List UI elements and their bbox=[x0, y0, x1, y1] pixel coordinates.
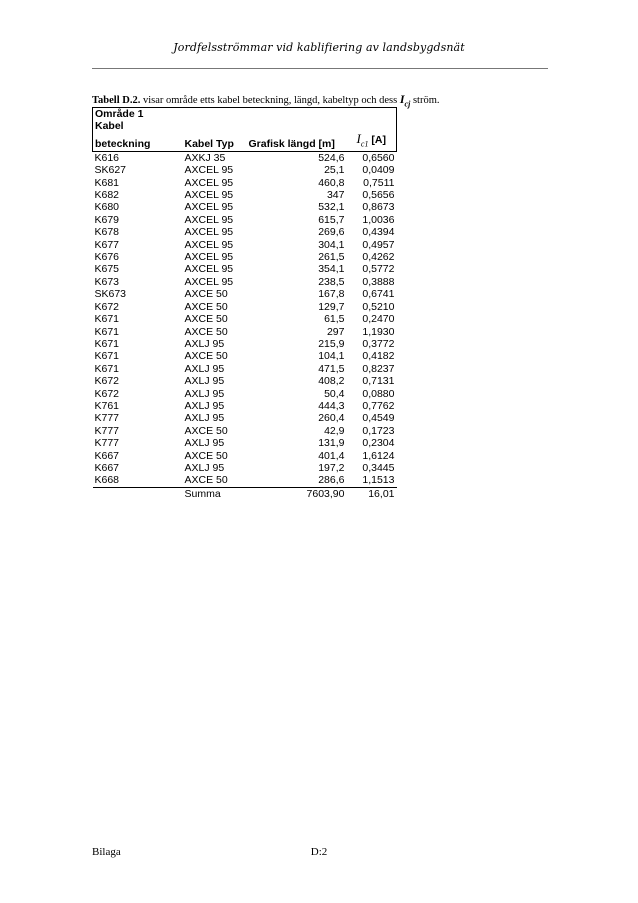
cell-beteckning: K668 bbox=[93, 474, 183, 487]
caption-text: visar område etts kabel beteckning, längd, kabeltyp och dess bbox=[140, 95, 400, 106]
table-row bbox=[93, 437, 397, 449]
cell-strom: 1,6124 bbox=[362, 449, 395, 462]
cell-strom: 0,0880 bbox=[362, 387, 395, 400]
caption-label: Tabell D.2. bbox=[92, 95, 141, 106]
cell-beteckning: K672 bbox=[94, 300, 120, 313]
cell-langd: 524,6 bbox=[318, 151, 345, 164]
cell-langd: 615,7 bbox=[318, 213, 345, 226]
table-row bbox=[93, 189, 397, 201]
table-row bbox=[93, 276, 397, 288]
cell-langd: 131,9 bbox=[318, 437, 345, 450]
cell-langd: 460,8 bbox=[318, 176, 345, 189]
table-row bbox=[93, 425, 397, 437]
cell-strom: 0,5656 bbox=[362, 189, 395, 202]
footer-page-number: D:2 bbox=[310, 846, 328, 858]
cell-beteckning: K671 bbox=[94, 350, 120, 363]
cell-kabeltyp: AXCEL 95 bbox=[184, 213, 234, 226]
header-row-1 bbox=[93, 120, 397, 132]
cell-strom: 0,7511 bbox=[363, 176, 395, 189]
cell-langd: 354,1 bbox=[318, 263, 345, 276]
cell-strom: 0,1723 bbox=[362, 424, 395, 437]
cell-beteckning: K616 bbox=[94, 151, 120, 164]
cell-beteckning: K777 bbox=[94, 424, 120, 437]
table-row bbox=[93, 400, 397, 412]
cell-strom: 0,4262 bbox=[362, 251, 395, 264]
table-row bbox=[93, 313, 397, 325]
summary-label: Summa bbox=[184, 487, 221, 500]
cable-table bbox=[92, 107, 397, 500]
cell-strom: 0,7131 bbox=[362, 375, 395, 388]
table-row bbox=[93, 263, 397, 275]
table-row bbox=[93, 412, 397, 424]
cell-strom: 0,5772 bbox=[362, 263, 395, 276]
cell-langd: 215,9 bbox=[318, 337, 345, 350]
table-row bbox=[93, 350, 397, 362]
table-row bbox=[93, 474, 397, 487]
area-label: Område 1 bbox=[93, 108, 183, 121]
cell-strom: 0,3888 bbox=[362, 275, 395, 288]
cell-strom: 0,6741 bbox=[362, 288, 395, 301]
cell-langd: 238,5 bbox=[318, 275, 345, 288]
cell-langd: 42,9 bbox=[324, 424, 345, 437]
cell-beteckning: K673 bbox=[94, 275, 120, 288]
table-row bbox=[93, 375, 397, 387]
cell-langd: 347 bbox=[326, 189, 345, 202]
caption-symbol bbox=[399, 92, 411, 109]
table-row bbox=[93, 151, 397, 164]
cell-strom: 1,1513 bbox=[347, 474, 397, 487]
cell-langd: 444,3 bbox=[318, 399, 345, 412]
cell-strom: 0,3772 bbox=[362, 337, 395, 350]
cell-langd: 260,4 bbox=[318, 412, 345, 425]
cell-langd: 532,1 bbox=[318, 201, 345, 214]
cell-kabeltyp: AXLJ 95 bbox=[184, 375, 225, 388]
cell-strom: 0,6560 bbox=[362, 151, 395, 164]
summary-length: 7603,90 bbox=[306, 487, 345, 500]
summary-row bbox=[93, 487, 397, 500]
cell-kabeltyp: AXCE 50 bbox=[184, 288, 228, 301]
header-row-2 bbox=[93, 133, 397, 152]
col4-symbol: $I_{c1}$ bbox=[356, 130, 369, 149]
cell-kabeltyp: AXLJ 95 bbox=[184, 387, 225, 400]
cell-strom: 0,5210 bbox=[362, 300, 395, 313]
col3-header: Grafisk längd [m] bbox=[247, 133, 347, 152]
cell-beteckning: K671 bbox=[94, 325, 120, 338]
cell-strom: 0,4549 bbox=[362, 412, 395, 425]
cell-strom: 0,3445 bbox=[362, 461, 395, 474]
cell-strom: 0,4182 bbox=[362, 350, 395, 363]
cell-strom: 0,8673 bbox=[362, 201, 395, 214]
cell-langd: 304,1 bbox=[318, 238, 345, 251]
caption-symbol-sub: cj bbox=[404, 99, 411, 109]
cell-beteckning: K671 bbox=[94, 313, 120, 326]
cell-kabeltyp: AXCE 50 bbox=[184, 313, 228, 326]
cell-kabeltyp: AXCEL 95 bbox=[184, 251, 234, 264]
cell-kabeltyp: AXCE 50 bbox=[184, 449, 228, 462]
cell-strom: 0,4957 bbox=[362, 238, 395, 251]
cell-langd: 61,5 bbox=[324, 313, 345, 326]
cell-kabeltyp: AXLJ 95 bbox=[184, 461, 225, 474]
cell-kabeltyp: AXCEL 95 bbox=[184, 176, 234, 189]
cell-langd: 401,4 bbox=[318, 449, 345, 462]
cell-kabeltyp: AXCEL 95 bbox=[184, 226, 234, 239]
cell-langd: 297 bbox=[326, 325, 345, 338]
cell-langd: 286,6 bbox=[247, 474, 347, 487]
table-row bbox=[93, 214, 397, 226]
cell-strom: 0,2470 bbox=[362, 313, 395, 326]
cell-kabeltyp: AXLJ 95 bbox=[184, 437, 225, 450]
col1-header-line1: Kabel bbox=[93, 120, 183, 132]
cell-strom: 0,8237 bbox=[362, 362, 395, 375]
table-row bbox=[93, 388, 397, 400]
cell-beteckning: K678 bbox=[94, 226, 120, 239]
table-row bbox=[93, 363, 397, 375]
cell-langd: 167,8 bbox=[318, 288, 345, 301]
cell-beteckning: K667 bbox=[94, 449, 120, 462]
cell-beteckning: K681 bbox=[94, 176, 120, 189]
cell-beteckning: K672 bbox=[94, 387, 120, 400]
cell-kabeltyp: AXCE 50 bbox=[184, 424, 228, 437]
summary-empty bbox=[93, 487, 183, 500]
col2-header: Kabel Typ bbox=[183, 133, 247, 152]
table-row bbox=[93, 450, 397, 462]
table-row bbox=[93, 239, 397, 251]
cell-strom: 1,0036 bbox=[362, 213, 395, 226]
cell-langd: 50,4 bbox=[324, 387, 345, 400]
cell-kabeltyp: AXCE 50 bbox=[184, 350, 228, 363]
cell-kabeltyp: AXLJ 95 bbox=[184, 362, 225, 375]
cell-kabeltyp: AXCEL 95 bbox=[184, 189, 234, 202]
cell-strom: 0,7762 bbox=[362, 399, 395, 412]
cell-beteckning: K672 bbox=[94, 375, 120, 388]
cell-beteckning: K677 bbox=[94, 238, 120, 251]
cell-kabeltyp: AXLJ 95 bbox=[184, 412, 225, 425]
table-row bbox=[93, 301, 397, 313]
footer-appendix-label: Bilaga bbox=[92, 846, 121, 858]
cell-kabeltyp: AXCEL 95 bbox=[184, 238, 234, 251]
cell-kabeltyp: AXCE 50 bbox=[184, 325, 228, 338]
table-caption bbox=[92, 92, 552, 108]
header-rule bbox=[92, 68, 548, 69]
col1-header-line2: beteckning bbox=[93, 133, 183, 152]
cell-langd: 269,6 bbox=[318, 226, 345, 239]
cell-langd: 408,2 bbox=[318, 375, 345, 388]
cell-langd: 25,1 bbox=[324, 164, 345, 177]
cell-beteckning: K682 bbox=[94, 189, 120, 202]
cell-beteckning: K675 bbox=[94, 263, 120, 276]
cell-langd: 261,5 bbox=[318, 251, 345, 264]
table-row bbox=[93, 201, 397, 213]
cell-beteckning: K671 bbox=[94, 362, 120, 375]
cell-kabeltyp: AXKJ 35 bbox=[184, 151, 226, 164]
cell-kabeltyp: AXCEL 95 bbox=[184, 275, 234, 288]
cell-kabeltyp: AXCE 50 bbox=[184, 300, 228, 313]
col4-unit: [A] bbox=[368, 133, 386, 146]
cell-beteckning: K679 bbox=[94, 213, 120, 226]
cell-strom: 0,0409 bbox=[362, 164, 395, 177]
table-row bbox=[93, 164, 397, 176]
cell-beteckning: K777 bbox=[94, 437, 120, 450]
cell-kabeltyp: AXLJ 95 bbox=[184, 399, 225, 412]
cell-beteckning: SK627 bbox=[94, 164, 127, 177]
table-row bbox=[93, 226, 397, 238]
table-row bbox=[93, 326, 397, 338]
cell-kabeltyp: AXLJ 95 bbox=[184, 337, 225, 350]
caption-suffix: ström. bbox=[410, 95, 440, 106]
summary-current: 16,01 bbox=[368, 487, 395, 500]
cell-kabeltyp: AXCEL 95 bbox=[184, 201, 234, 214]
cell-beteckning: K671 bbox=[94, 337, 120, 350]
cell-strom: 0,4394 bbox=[362, 226, 395, 239]
cell-beteckning: SK673 bbox=[94, 288, 127, 301]
col4-header bbox=[347, 130, 397, 152]
cell-kabeltyp: AXCEL 95 bbox=[184, 263, 234, 276]
cell-kabeltyp: AXCE 50 bbox=[183, 474, 247, 487]
table-row bbox=[93, 462, 397, 474]
cell-beteckning: K777 bbox=[94, 412, 120, 425]
cell-beteckning: K667 bbox=[94, 461, 120, 474]
cell-beteckning: K676 bbox=[94, 251, 120, 264]
table-row bbox=[93, 288, 397, 300]
table-row bbox=[93, 251, 397, 263]
cell-beteckning: K680 bbox=[94, 201, 120, 214]
cell-langd: 104,1 bbox=[318, 350, 345, 363]
cell-langd: 471,5 bbox=[318, 362, 345, 375]
cell-strom: 1,1930 bbox=[362, 325, 395, 338]
area-row bbox=[93, 108, 397, 121]
cell-strom: 0,2304 bbox=[362, 437, 395, 450]
cell-langd: 129,7 bbox=[318, 300, 345, 313]
table-row bbox=[93, 338, 397, 350]
running-header: Jordfelsströmmar vid kablifiering av landsbygdsnät bbox=[173, 41, 465, 54]
caption-symbol-main: I bbox=[399, 92, 405, 106]
cell-langd: 197,2 bbox=[318, 461, 345, 474]
cell-kabeltyp: AXCEL 95 bbox=[184, 164, 234, 177]
table-row bbox=[93, 177, 397, 189]
cell-beteckning: K761 bbox=[94, 399, 120, 412]
